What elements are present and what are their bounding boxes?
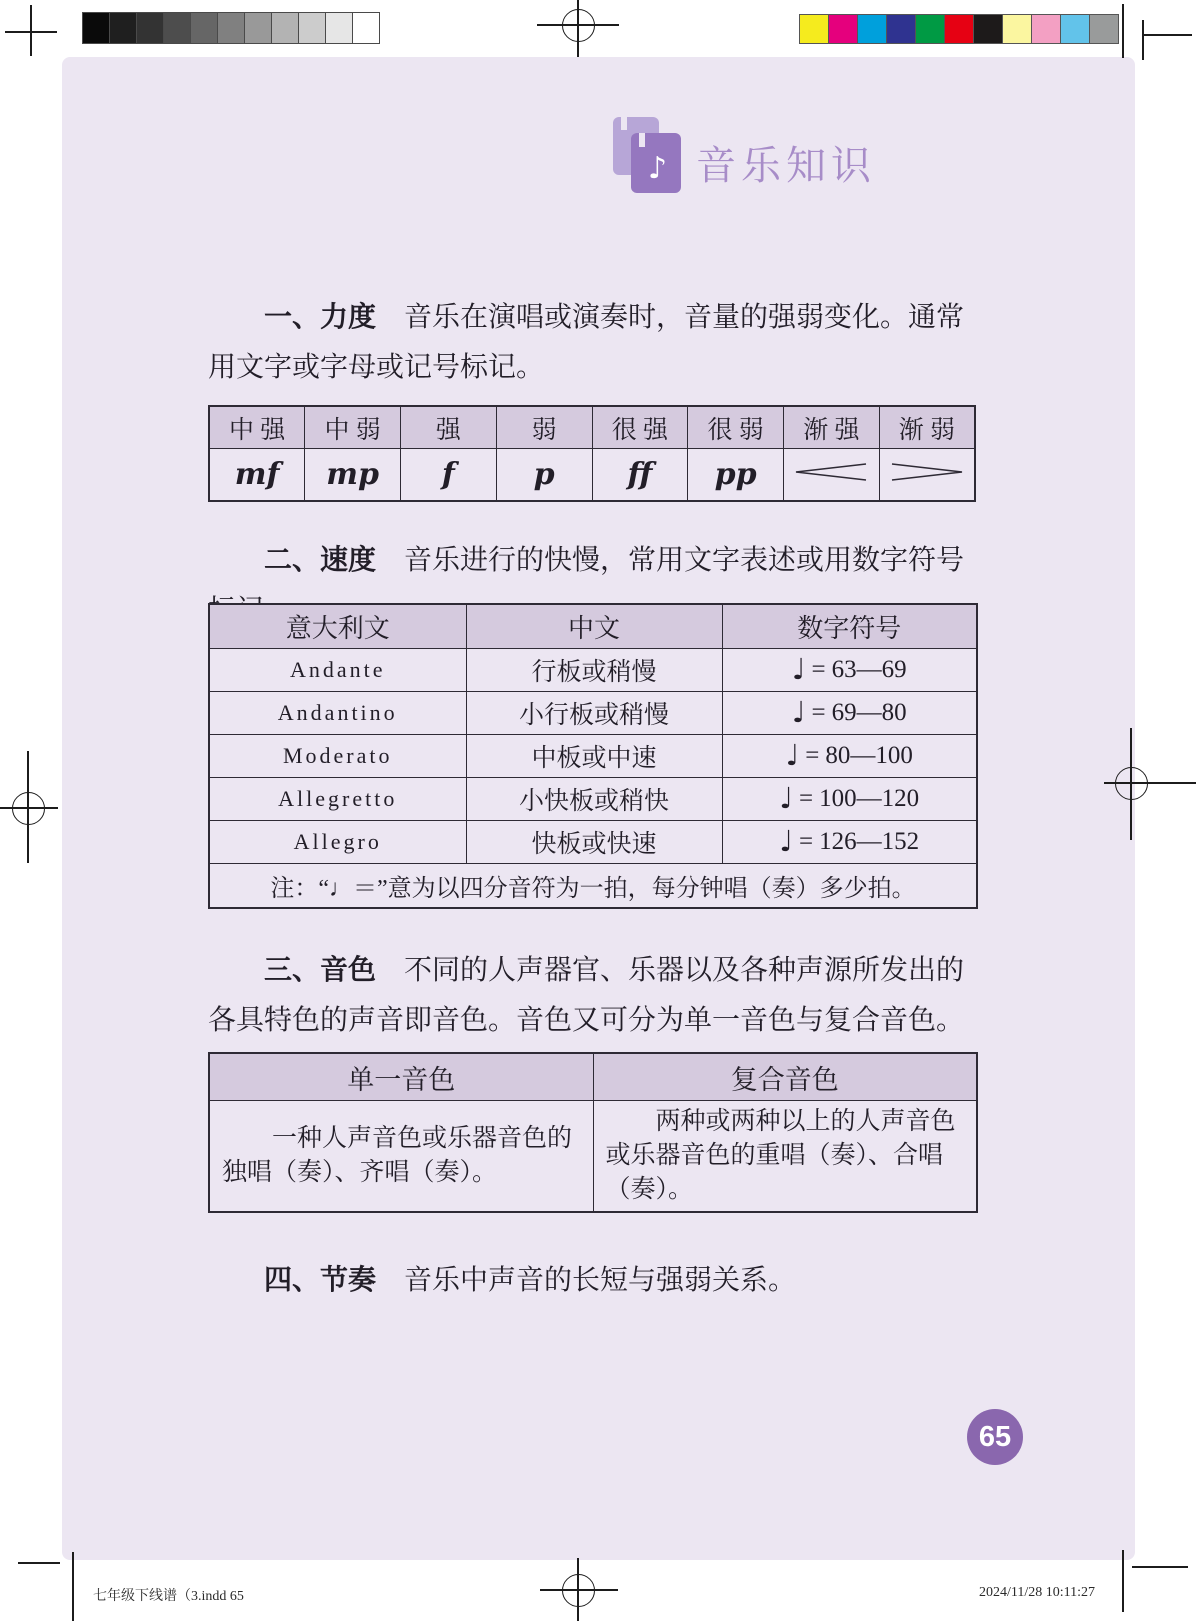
dynamics-header-row <box>209 406 975 449</box>
calibration-swatch <box>190 12 218 44</box>
calibration-swatch <box>136 12 164 44</box>
crop-mark <box>1122 1550 1124 1612</box>
tempo-row <box>209 649 977 692</box>
bpm-range: 69—80 <box>831 699 907 726</box>
footer-filename: 七年级下线谱（3.indd 65 <box>93 1589 244 1604</box>
equals-sign: = <box>811 699 826 726</box>
tempo-row <box>209 692 977 735</box>
section-rhythm-text: 音乐中声音的长短与强弱关系。 <box>376 1265 797 1296</box>
timbre-header-row <box>209 1053 977 1101</box>
tempo-chinese: 中板或中速 <box>466 735 722 778</box>
calibration-swatch <box>244 12 272 44</box>
bpm-range: 100—120 <box>819 785 920 812</box>
bpm-range: 126—152 <box>819 828 920 855</box>
dynamics-header: 中 弱 <box>305 406 401 449</box>
calibration-swatch <box>915 14 945 44</box>
bpm-range: 80—100 <box>825 742 913 769</box>
calibration-swatch <box>298 12 326 44</box>
section-dynamics-text: 音乐在演唱或演奏时，音量的强弱变化。通常用文字或字母或记号标记。 <box>208 302 965 383</box>
tempo-bpm <box>722 692 977 735</box>
tempo-italian: Allegretto <box>209 778 466 821</box>
dynamics-header: 弱 <box>496 406 592 449</box>
dynamics-header: 渐 强 <box>784 406 880 449</box>
timbre-header-single: 单一音色 <box>209 1053 593 1101</box>
bpm-range: 63—69 <box>831 656 907 683</box>
tempo-italian: Andantino <box>209 692 466 735</box>
quarter-note-icon: ♩ <box>785 738 800 772</box>
dynamics-symbol-mf: mf <box>209 449 305 502</box>
tempo-header-italian: 意大利文 <box>209 604 466 649</box>
crop-mark <box>18 1562 60 1564</box>
calibration-swatch <box>857 14 887 44</box>
dynamics-symbol-mp: mp <box>305 449 401 502</box>
calibration-swatch <box>325 12 353 44</box>
calibration-swatch <box>163 12 191 44</box>
page-number-badge: 65 <box>967 1409 1023 1465</box>
tempo-note: 注：“♩＝”意为以四分音符为一拍，每分钟唱（奏）多少拍。 <box>209 864 977 909</box>
tempo-header-row <box>209 604 977 649</box>
calibration-swatch <box>973 14 1003 44</box>
section-rhythm-paragraph <box>208 1256 982 1306</box>
registration-mark <box>1115 767 1148 800</box>
registration-mark <box>562 9 595 42</box>
calibration-swatch <box>109 12 137 44</box>
section-dynamics-paragraph <box>208 293 982 393</box>
quarter-note-icon: ♩ <box>779 824 794 858</box>
calibration-swatch <box>799 14 829 44</box>
quarter-note-icon: ♩ <box>779 781 794 815</box>
timbre-header-compound: 复合音色 <box>593 1053 977 1101</box>
grayscale-calibration-bar <box>83 12 380 44</box>
tempo-italian: Allegro <box>209 821 466 864</box>
calibration-swatch <box>217 12 245 44</box>
calibration-swatch <box>82 12 110 44</box>
equals-sign: = <box>811 656 826 683</box>
dynamics-header: 中 强 <box>209 406 305 449</box>
color-calibration-bar <box>800 14 1119 44</box>
equals-sign: = <box>799 828 814 855</box>
crop-mark <box>72 1552 74 1621</box>
tempo-table <box>208 603 978 909</box>
quarter-note-icon: ♩ <box>791 652 806 686</box>
dynamics-header: 很 强 <box>592 406 688 449</box>
tempo-row <box>209 821 977 864</box>
dynamics-header: 很 弱 <box>688 406 784 449</box>
crescendo-icon <box>784 449 880 502</box>
tempo-note-row <box>209 864 977 909</box>
tempo-chinese: 快板或快速 <box>466 821 722 864</box>
section-tempo-title: 二、速度 <box>264 545 377 576</box>
tempo-bpm <box>722 649 977 692</box>
timbre-body-row <box>209 1101 977 1213</box>
tempo-chinese: 小行板或稍慢 <box>466 692 722 735</box>
section-dynamics-title: 一、力度 <box>264 302 377 333</box>
dynamics-table <box>208 405 976 502</box>
section-timbre-paragraph <box>208 946 986 1046</box>
equals-sign: = <box>799 785 814 812</box>
timbre-table <box>208 1052 978 1213</box>
quarter-note-icon: ♩ <box>791 695 806 729</box>
calibration-swatch <box>944 14 974 44</box>
decrescendo-icon <box>879 449 975 502</box>
dynamics-symbol-p: p <box>496 449 592 502</box>
dynamics-header: 强 <box>401 406 497 449</box>
dynamics-symbol-f: f <box>401 449 497 502</box>
footer-timestamp: 2024/11/28 10:11:27 <box>978 1585 1095 1600</box>
tempo-chinese: 行板或稍慢 <box>466 649 722 692</box>
dynamics-symbol-ff: ff <box>592 449 688 502</box>
calibration-swatch <box>1060 14 1090 44</box>
svg-text:♪: ♪ <box>648 151 668 186</box>
calibration-swatch <box>271 12 299 44</box>
section-tempo-text: 音乐进行的快慢，常用文字表述或用数字符号标记。 <box>208 545 965 626</box>
calibration-swatch <box>828 14 858 44</box>
dynamics-symbol-row <box>209 449 975 502</box>
crop-mark <box>1142 20 1144 60</box>
crop-mark <box>1132 1566 1188 1568</box>
section-timbre-title: 三、音色 <box>264 955 377 986</box>
dynamics-header: 渐 弱 <box>879 406 975 449</box>
calibration-swatch <box>1089 14 1119 44</box>
tempo-italian: Andante <box>209 649 466 692</box>
section-timbre-text: 不同的人声器官、乐器以及各种声源所发出的各具特色的声音即音色。音色又可分为单一音色与复合音色。 <box>208 955 965 1036</box>
calibration-swatch <box>1002 14 1032 44</box>
page-title: 音乐知识 <box>696 144 876 188</box>
tempo-bpm <box>722 735 977 778</box>
tempo-italian: Moderato <box>209 735 466 778</box>
crop-mark <box>1122 4 1124 58</box>
tempo-row <box>209 735 977 778</box>
section-rhythm-title: 四、节奏 <box>264 1265 377 1296</box>
timbre-cell-single: 一种人声音色或乐器音色的独唱（奏）、齐唱（奏）。 <box>209 1101 593 1213</box>
dynamics-symbol-pp: pp <box>688 449 784 502</box>
calibration-swatch <box>886 14 916 44</box>
registration-mark <box>12 792 45 825</box>
tempo-bpm <box>722 778 977 821</box>
equals-sign: = <box>805 742 820 769</box>
calibration-swatch <box>1031 14 1061 44</box>
tempo-row <box>209 778 977 821</box>
tempo-header-bpm: 数字符号 <box>722 604 977 649</box>
tempo-bpm <box>722 821 977 864</box>
tempo-header-chinese: 中文 <box>466 604 722 649</box>
calibration-swatch <box>352 12 380 44</box>
crop-mark <box>5 31 57 33</box>
tempo-chinese: 小快板或稍快 <box>466 778 722 821</box>
registration-mark <box>562 1574 595 1607</box>
crop-mark <box>1142 34 1192 36</box>
music-books-icon <box>612 116 684 201</box>
timbre-cell-compound: 两种或两种以上的人声音色或乐器音色的重唱（奏）、合唱（奏）。 <box>593 1101 977 1213</box>
